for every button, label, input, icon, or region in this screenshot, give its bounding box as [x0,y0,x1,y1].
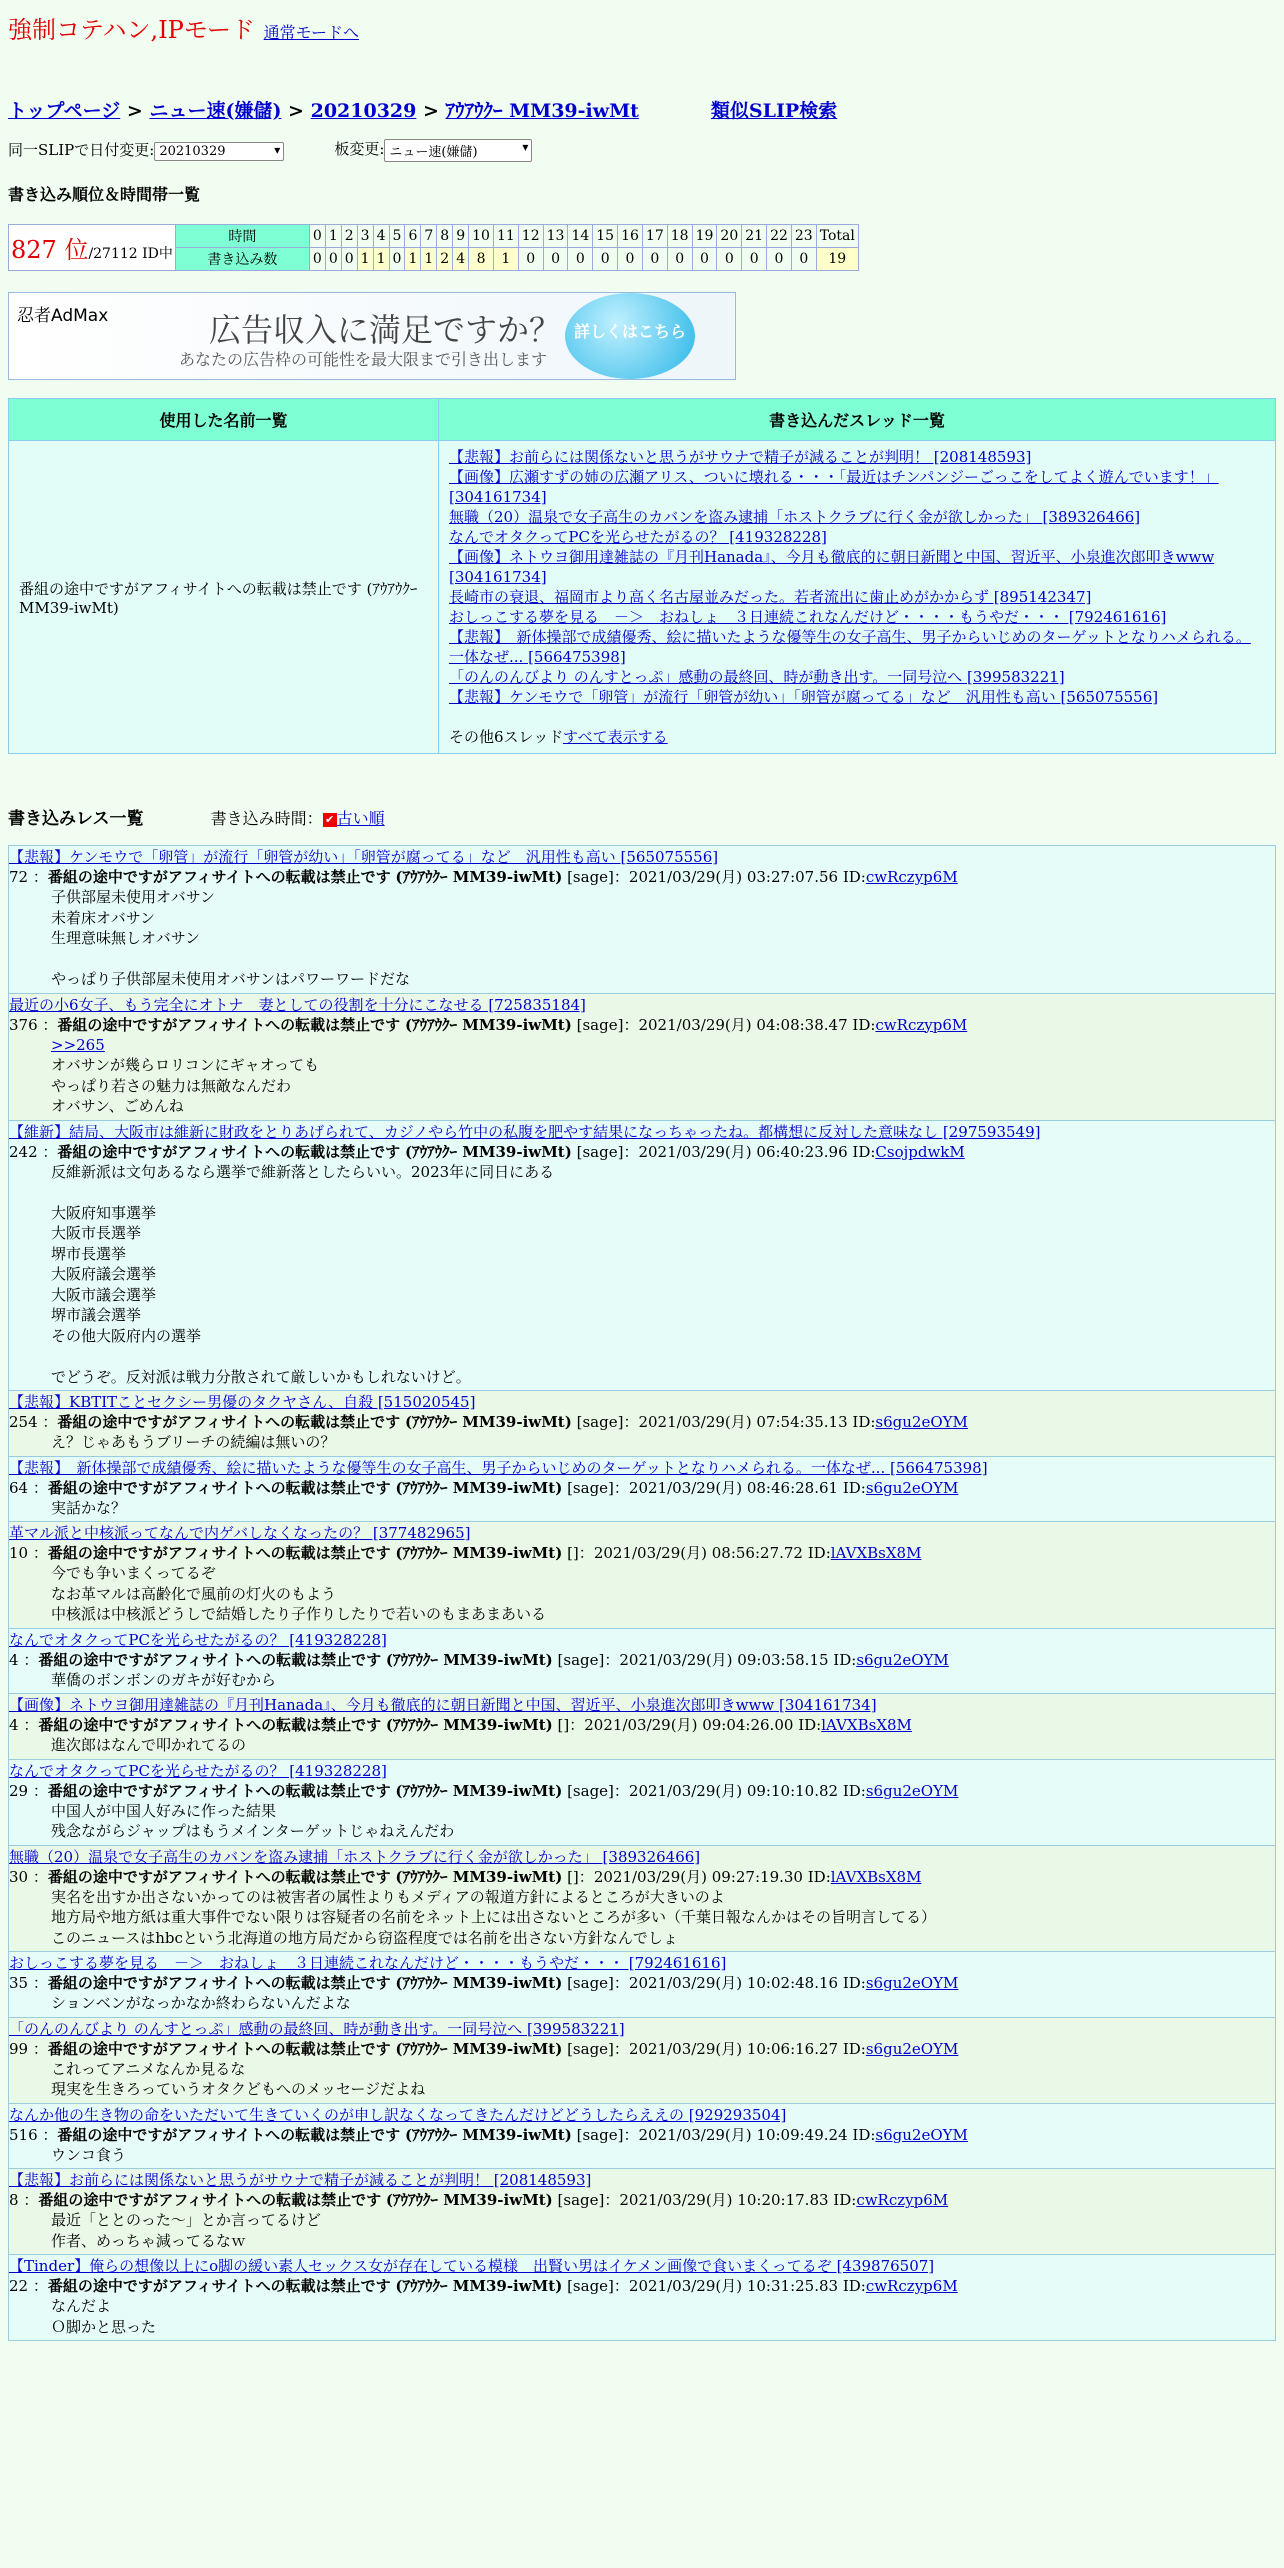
breadcrumb-sep: > [120,100,150,122]
post-number: 516 [9,2125,38,2144]
post-mail: [sage] [576,1015,624,1034]
date-select[interactable]: 20210329 ▾ [154,142,284,161]
hour-cell: 0 [309,225,325,248]
hour-cell: 23 [791,225,816,248]
post-id-link[interactable]: s6gu2eOYM [856,1650,949,1669]
post-number: 22 [9,2277,29,2295]
poster-slip: (ｱｳｱｳｸｰ MM39-iwMt) [404,1015,572,1034]
poster-name: 番組の途中ですがアフィサイトへの転載は禁止です [57,2125,401,2144]
post [8,2254,1276,2341]
post-id-link[interactable]: s6gu2eOYM [875,1413,968,1431]
counts-row-label: 書き込み数 [175,248,309,271]
thread-link[interactable]: 【画像】広瀬すずの姉の広瀬アリス、ついに壊れる・・・「最近はチンパンジーごっこをしてよく遊んでいます！」 [304161734] [449,468,1219,506]
post-mail: [sage] [567,2039,614,2058]
rank-section-title: 書き込み順位＆時間帯一覧 [8,185,201,204]
post-date: 2021/03/29(月) 10:31:25.83 [628,2277,839,2295]
count-cell: 8 [469,248,494,271]
post-number: 376 [9,1015,38,1034]
threads-column-header: 書き込んだスレッド一覧 [439,399,1276,441]
post-number: 4 [9,1716,19,1734]
post-header: 30 ：番組の途中ですがアフィサイトへの転載は禁止です (ｱｳｱｳｸｰ MM39-iwMt) []：2021/03/29(月) 09:27:19.30 ID:lAVXBsX8M [9,1867,922,1886]
count-cell: 0 [341,248,357,271]
post-number: 254 [9,1413,38,1431]
post [8,1759,1276,1846]
hour-cell: 13 [543,225,568,248]
post [8,1951,1276,2018]
post-body: ウンコ食う [51,2145,127,2164]
poster-name: 番組の途中ですがアフィサイトへの転載は禁止です [38,1716,382,1734]
post [8,1845,1276,1953]
post [8,1120,1276,1392]
hours-row-label: 時間 [175,225,309,248]
post-mail: [] [557,1716,570,1734]
post [8,2168,1276,2255]
post-date: 2021/03/29(月) 09:04:26.00 [584,1716,794,1734]
post-header: 254 ：番組の途中ですがアフィサイトへの転載は禁止です (ｱｳｱｳｸｰ MM39-iwMt) [sage]：2021/03/29(月) 07:54:35.13 ID:s6gu2eOYM [9,1413,968,1431]
hourly-rank-table [8,224,859,271]
hour-cell: 3 [357,225,373,248]
count-cell: 1 [493,248,518,271]
mode-title: 強制コテハン,IPモード [8,16,255,44]
board-change-label: 板変更: [334,140,385,158]
ad-subtext: あなたの広告枠の可能性を最大限まで引き出します [179,350,548,369]
post-date: 2021/03/29(月) 07:54:35.13 [638,1413,848,1431]
post-header: 10 ：番組の途中ですがアフィサイトへの転載は禁止です (ｱｳｱｳｸｰ MM39-iwMt) []：2021/03/29(月) 08:56:27.72 ID:lAVXBsX8M [9,1544,922,1562]
thread-link[interactable]: なんでオタクってPCを光らせたがるの？ [419328228] [449,528,827,546]
thread-link[interactable]: おしっこする夢を見る －＞ おねしょ ３日連続これなんだけど・・・・もうやだ・・・ [792461616] [449,608,1167,626]
post-list-title: 書き込みレス一覧 [8,809,144,829]
thread-link[interactable]: 長崎市の衰退、福岡市より高く名古屋並みだった。若者流出に歯止めがかからず [895142347] [449,588,1092,606]
post-mail: [] [567,1544,579,1562]
post-list [8,846,1276,2341]
post-thread-link[interactable]: 【画像】ネトウヨ御用達雑誌の『月刊Hanada』、今月も徹底的に朝日新聞と中国、習近平、小泉進次郎叩きwww [304161734] [9,1696,877,1714]
names-threads-table [8,398,1276,754]
poster-name: 番組の途中ですがアフィサイトへの転載は禁止です [57,1015,401,1034]
post [8,2103,1276,2170]
post-body: 最近「ととのった～」とか言ってるけど 作者、めっちゃ減ってるなｗ [51,2211,321,2250]
post-date: 2021/03/29(月) 10:02:48.16 [628,1974,839,1992]
post [8,993,1276,1121]
breadcrumb-date[interactable]: 20210329 [310,100,417,122]
poster-name: 番組の途中ですがアフィサイトへの転載は禁止です [47,1974,391,1992]
post-body: え？じゃあもうブリーチの続編は無いの？ [51,1433,336,1451]
post-mail: [sage] [576,1413,624,1431]
ad-details-button[interactable]: 詳しくはこちら [565,293,695,379]
poster-slip: (ｱｳｱｳｸｰ MM39-iwMt) [385,1716,553,1734]
post-body: ションベンがなっかなか終わらないんだよな [51,1994,351,2012]
rank-total: /27112 ID中 [88,246,173,262]
breadcrumb [8,96,837,123]
post [8,1521,1276,1629]
post-id-link[interactable]: s6gu2eOYM [865,2039,959,2058]
post-thread-link[interactable]: なんでオタクってPCを光らせたがるの？ [419328228] [9,1630,387,1649]
post-id-link[interactable]: s6gu2eOYM [865,1974,959,1992]
hour-cell: 4 [373,225,389,248]
count-cell: 0 [518,248,543,271]
post-thread-link[interactable]: 【悲報】KBTITことセクシー男優のタクヤさん、自殺 [515020545] [9,1393,476,1411]
post-date: 2021/03/29(月) 10:06:16.27 [628,2039,839,2058]
post-body: 実名を出すか出さないかってのは被害者の属性よりもメディアの報道方針によるところが大きいのよ 地方局や地方紙は重大事件でない限りは容疑者の名前をネット上には出さないところが多い（千葉日報なんかはその旨明言してる） このニュースはhbcという北海道の地方局だから窃盗程度では名前を出さない方針なんでしょ [51,1887,937,1947]
more-threads-text: その他6スレッド [449,728,563,746]
post-list-header [8,804,385,829]
poster-slip: (ｱｳｱｳｸｰ MM39-iwMt) [385,1650,553,1669]
count-cell: 0 [767,248,792,271]
hour-cell: 9 [453,225,469,248]
hour-cell: 10 [469,225,494,248]
post-date: 2021/03/29(月) 09:10:10.82 [628,1781,839,1800]
count-cell: 0 [717,248,742,271]
post-body: 反維新派は文句あるなら選挙で維新落としたらいい。2023年に同日にある 大阪府知事選挙 大阪市長選挙 堺市長選挙 大阪府議会選挙 大阪市議会選挙 堺市議会選挙 その他大阪府内の選挙 でどうぞ。反対派は戦力分散されて厳しいかもしれないけど。 [51,1162,555,1386]
post-header: 72 ：番組の途中ですがアフィサイトへの転載は禁止です (ｱｳｱｳｸｰ MM39-iwMt) [sage]：2021/03/29(月) 03:27:07.56 ID:cwRczyp6M [9,868,958,886]
post-thread-link[interactable]: 【悲報】お前らには関係ないと思うがサウナで精子が減ることが判明！ [208148593] [9,2171,592,2189]
post-body: オバサンが幾らロリコンにギャオっても やっぱり若さの魅力は無敵なんだわ オバサン、ごめんね [51,1056,320,1115]
post-header: 4 ：番組の途中ですがアフィサイトへの転載は禁止です (ｱｳｱｳｸｰ MM39-iwMt) []：2021/03/29(月) 09:04:26.00 ID:lAVXBsX8M [9,1716,912,1734]
date-selector-group [8,139,284,161]
post-id-link[interactable]: lAVXBsX8M [830,1544,922,1562]
post-body: 進次郎はなんで叩かれてるの [51,1736,247,1754]
thread-link[interactable]: 【悲報】ケンモウで「卵管」が流行「卵管が幼い」「卵管が腐ってる」など 汎用性も高い [565075556] [449,688,1159,706]
hour-cell: 6 [405,225,421,248]
hour-cell: 8 [437,225,453,248]
similar-slip-search-link[interactable]: 類似SLIP検索 [710,100,838,122]
post [8,1628,1276,1695]
thread-link[interactable]: 【画像】ネトウヨ御用達雑誌の『月刊Hanada』、今月も徹底的に朝日新聞と中国、習近平、小泉進次郎叩きwww [304161734] [449,548,1215,586]
post-mail: [sage] [567,1781,614,1800]
post-mail: [sage] [567,868,614,886]
breadcrumb-slip[interactable]: ｱｳｱｳｸｰ MM39-iwMt [445,100,639,122]
hour-cell: 11 [493,225,518,248]
rank-value: 827 位 [11,236,89,264]
used-name: 番組の途中ですがアフィサイトへの転載は禁止です (ｱｳｱｳｸｰ MM39-iwMt) [9,441,439,754]
post-header: 35 ：番組の途中ですがアフィサイトへの転載は禁止です (ｱｳｱｳｸｰ MM39-iwMt) [sage]：2021/03/29(月) 10:02:48.16 ID:s6gu2eOYM [9,1974,959,1992]
post-id-link[interactable]: lAVXBsX8M [821,1716,912,1734]
count-cell: 0 [309,248,325,271]
post-header: 29 ：番組の途中ですがアフィサイトへの転載は禁止です (ｱｳｱｳｸｰ MM39-iwMt) [sage]：2021/03/29(月) 09:10:10.82 ID:s6gu2eOYM [9,1781,959,1800]
poster-name: 番組の途中ですがアフィサイトへの転載は禁止です [47,2039,391,2058]
post-number: 4 [9,1650,19,1669]
post [8,845,1276,994]
count-cell: 1 [405,248,421,271]
rank-cell [9,225,176,271]
normal-mode-link[interactable]: 通常モードへ [263,23,360,42]
hour-cell: 21 [742,225,767,248]
breadcrumb-sep: > [281,100,311,122]
hour-cell: 7 [421,225,437,248]
count-cell: 1 [373,248,389,271]
poster-slip: (ｱｳｱｳｸｰ MM39-iwMt) [395,1544,563,1562]
poster-slip: (ｱｳｱｳｸｰ MM39-iwMt) [395,1974,563,1992]
post-id-link[interactable]: CsojpdwkM [875,1142,965,1161]
board-select[interactable]: ニュー速(嫌儲) ▾ [384,139,532,162]
hour-cell-total: Total [816,225,858,248]
poster-slip: (ｱｳｱｳｸｰ MM39-iwMt) [395,1781,563,1800]
post-header: 376 ：番組の途中ですがアフィサイトへの転載は禁止です (ｱｳｱｳｸｰ MM39-iwMt) [sage]：2021/03/29(月) 04:08:38.47 ID:cwRczyp6M [9,1015,968,1034]
post-number: 30 [9,1867,29,1886]
post-date: 2021/03/29(月) 09:03:58.15 [619,1650,829,1669]
count-cell: 2 [437,248,453,271]
board-selector-group [334,138,532,162]
post-date: 2021/03/29(月) 10:09:49.24 [638,2125,848,2144]
post-id-link[interactable]: lAVXBsX8M [830,1867,922,1886]
post-id-link[interactable]: s6gu2eOYM [875,2125,968,2144]
post-mail: [] [567,1867,579,1886]
ad-headline: 広告収入に満足ですか？ [209,311,562,349]
count-cell: 0 [543,248,568,271]
count-cell: 1 [421,248,437,271]
hour-cell: 17 [642,225,667,248]
post-header: 64 ：番組の途中ですがアフィサイトへの転載は禁止です (ｱｳｱｳｸｰ MM39-iwMt) [sage]：2021/03/29(月) 08:46:28.61 ID:s6gu2eOYM [9,1478,959,1497]
post-header: 516 ：番組の途中ですがアフィサイトへの転載は禁止です (ｱｳｱｳｸｰ MM39-iwMt) [sage]：2021/03/29(月) 10:09:49.24 ID:s6gu2eOYM [9,2125,968,2144]
poster-name: 番組の途中ですがアフィサイトへの転載は禁止です [57,1142,401,1161]
poster-slip: (ｱｳｱｳｸｰ MM39-iwMt) [395,2039,563,2058]
post-id-link[interactable]: cwRczyp6M [865,868,958,886]
count-cell: 1 [357,248,373,271]
post-number: 72 [9,868,29,886]
post [8,1693,1276,1760]
thread-list [439,441,1276,754]
hour-cell: 15 [593,225,618,248]
post-header: 99 ：番組の途中ですがアフィサイトへの転載は禁止です (ｱｳｱｳｸｰ MM39-iwMt) [sage]：2021/03/29(月) 10:06:16.27 ID:s6gu2eOYM [9,2039,959,2058]
post-mail: [sage] [557,1650,605,1669]
post-mail: [sage] [567,1974,614,1992]
post-thread-link[interactable]: 無職（20）温泉で女子高生のカバンを盗み逮捕「ホストクラブに行く金が欲しかった」 [389326466] [9,1847,701,1866]
post-body: 中国人が中国人好みに作った結果 残念ながらジャップはもうメインターゲットじゃねえんだわ [51,1801,455,1840]
post-date: 2021/03/29(月) 06:40:23.96 [638,1142,848,1161]
poster-slip: (ｱｳｱｳｸｰ MM39-iwMt) [395,868,563,886]
count-cell: 0 [692,248,717,271]
post-number: 10 [9,1544,29,1562]
poster-name: 番組の途中ですがアフィサイトへの転載は禁止です [57,1413,401,1431]
ad-banner[interactable] [8,292,736,380]
breadcrumb-board[interactable]: ニュー速(嫌儲) [149,100,282,122]
post-body: 実話かな？ [51,1498,127,1517]
post-id-link[interactable]: cwRczyp6M [856,2191,949,2209]
hour-cell: 22 [767,225,792,248]
post-thread-link[interactable]: 【Tinder】俺らの想像以上にo脚の緩い素人セックス女が存在している模様 出賢い男はイケメン画像で食いまくってるぞ [439876507] [9,2257,935,2275]
post-body: なんだよ Ｏ脚かと思った [51,2297,157,2336]
poster-slip: (ｱｳｱｳｸｰ MM39-iwMt) [395,1867,563,1886]
poster-name: 番組の途中ですがアフィサイトへの転載は禁止です [38,2191,382,2209]
hour-cell: 5 [389,225,405,248]
breadcrumb-top[interactable]: トップページ [8,100,121,122]
poster-slip: (ｱｳｱｳｸｰ MM39-iwMt) [404,1413,572,1431]
post-thread-link[interactable]: なんか他の生き物の命をいただいて生きていくのが申し訳なくなってきたんだけどどうしたらええの [929293504] [9,2105,787,2124]
post-number: 35 [9,1974,29,1992]
post-thread-link[interactable]: 【悲報】ケンモウで「卵管」が流行「卵管が幼い」「卵管が腐ってる」など 汎用性も高い [565075556] [9,848,719,866]
thread-link[interactable]: 無職（20）温泉で女子高生のカバンを盗み逮捕「ホストクラブに行く金が欲しかった」 [389326466] [449,508,1141,526]
count-cell: 0 [742,248,767,271]
show-all-threads-link[interactable]: すべて表示する [562,728,668,746]
poster-slip: (ｱｳｱｳｸｰ MM39-iwMt) [404,2125,572,2144]
post [8,1456,1276,1523]
poster-name: 番組の途中ですがアフィサイトへの転載は禁止です [47,1478,391,1497]
post-date: 2021/03/29(月) 03:27:07.56 [628,868,839,886]
poster-name: 番組の途中ですがアフィサイトへの転載は禁止です [47,2277,391,2295]
poster-name: 番組の途中ですがアフィサイトへの転載は禁止です [47,1544,391,1562]
post-body: 今でも争いまくってるぞ なお革マルは高齢化で風前の灯火のもよう 中核派は中核派どうしで結婚したり子作りしたりで若いのもまあまあいる [51,1564,547,1623]
hour-cell: 20 [717,225,742,248]
post-thread-link[interactable]: 【悲報】 新体操部で成績優秀、絵に描いたような優等生の女子高生、男子からいじめのターゲットとなりハメられる。一体なぜ... [566475398] [9,1458,988,1477]
post-date: 2021/03/29(月) 08:56:27.72 [593,1544,803,1562]
post-thread-link[interactable]: おしっこする夢を見る －＞ おねしょ ３日連続これなんだけど・・・・もうやだ・・・ [792461616] [9,1954,727,1972]
poster-name: 番組の途中ですがアフィサイトへの転載は禁止です [38,1650,382,1669]
post-mail: [sage] [557,2191,605,2209]
post-header: 22 ：番組の途中ですがアフィサイトへの転載は禁止です (ｱｳｱｳｸｰ MM39-iwMt) [sage]：2021/03/29(月) 10:31:25.83 ID:cwRczyp6M [9,2277,958,2295]
post-number: 242 [9,1142,38,1161]
post-id-link[interactable]: s6gu2eOYM [865,1781,959,1800]
post-body: 子供部屋未使用オバサン 未着床オバサン 生理意味無しオバサン やっぱり子供部屋未使用オバサンはパワーワードだな [51,888,410,988]
count-cell: 0 [667,248,692,271]
post-id-link[interactable]: cwRczyp6M [865,2277,958,2295]
ad-logo: 忍者AdMax [17,306,109,326]
poster-name: 番組の途中ですがアフィサイトへの転載は禁止です [47,868,391,886]
post-thread-link[interactable]: なんでオタクってPCを光らせたがるの？ [419328228] [9,1761,387,1780]
post-date: 2021/03/29(月) 04:08:38.47 [638,1015,848,1034]
hour-cell: 18 [667,225,692,248]
count-cell: 0 [791,248,816,271]
names-column-header: 使用した名前一覧 [9,399,439,441]
count-cell: 0 [568,248,593,271]
time-order-label: 書き込み時間： [210,809,323,828]
post-mail: [sage] [576,2125,624,2144]
post-body: 華僑のボンボンのガキが好むから [51,1670,277,1689]
reply-anchor-link[interactable]: >>265 [51,1035,105,1054]
count-cell-total: 19 [816,248,858,271]
count-cell: 4 [453,248,469,271]
thread-link[interactable]: 【悲報】お前らには関係ないと思うがサウナで精子が減ることが判明！ [208148593] [449,448,1032,466]
post-body: これってアニメなんか見るな 現実を生きろっていうオタクどもへのメッセージだよね [51,2059,426,2098]
post-thread-link[interactable]: 「のんのんびより のんすとっぷ」感動の最終回、時が動き出す。一同号泣へ [399583221] [9,2019,625,2038]
page-header [8,10,359,45]
post-mail: [sage] [576,1142,624,1161]
post-thread-link[interactable]: 最近の小6女子、もう完全にオトナ 妻としての役割を十分にこなせる [725835184] [9,995,586,1014]
sort-check-icon[interactable]: ✔ [323,813,337,827]
poster-slip: (ｱｳｱｳｸｰ MM39-iwMt) [395,2277,563,2295]
post-date: 2021/03/29(月) 09:27:19.30 [593,1867,803,1886]
post [8,1390,1276,1457]
post-mail: [sage] [567,1478,614,1497]
selector-row [8,138,532,162]
date-change-label: 同一SLIPで日付変更: [8,141,155,159]
post-date: 2021/03/29(月) 08:46:28.61 [628,1478,839,1497]
thread-link[interactable]: 「のんのんびより のんすとっぷ」感動の最終回、時が動き出す。一同号泣へ [399583221] [449,668,1065,686]
post [8,2017,1276,2104]
hour-cell: 2 [341,225,357,248]
poster-slip: (ｱｳｱｳｸｰ MM39-iwMt) [395,1478,563,1497]
post-thread-link[interactable]: 【維新】結局、大阪市は維新に財政をとりあげられて、カジノやら竹中の私腹を肥やす結果になっちゃったね。都構想に反対した意味なし [297593549] [9,1122,1041,1141]
hour-cell: 16 [618,225,643,248]
thread-link[interactable]: 【悲報】 新体操部で成績優秀、絵に描いたような優等生の女子高生、男子からいじめのターゲットとなりハメられる。一体なぜ... [566475398] [449,628,1251,666]
post-header: 4 ：番組の途中ですがアフィサイトへの転載は禁止です (ｱｳｱｳｸｰ MM39-iwMt) [sage]：2021/03/29(月) 09:03:58.15 ID:s6gu2eOYM [9,1650,949,1669]
post-date: 2021/03/29(月) 10:20:17.83 [619,2191,829,2209]
poster-slip: (ｱｳｱｳｸｰ MM39-iwMt) [385,2191,553,2209]
post-number: 29 [9,1781,29,1800]
poster-slip: (ｱｳｱｳｸｰ MM39-iwMt) [404,1142,572,1161]
count-cell: 0 [642,248,667,271]
post-number: 8 [9,2191,19,2209]
post-mail: [sage] [567,2277,614,2295]
post-header: 8 ：番組の途中ですがアフィサイトへの転載は禁止です (ｱｳｱｳｸｰ MM39-iwMt) [sage]：2021/03/29(月) 10:20:17.83 ID:cwRczyp6M [9,2191,949,2209]
poster-name: 番組の途中ですがアフィサイトへの転載は禁止です [47,1781,391,1800]
poster-name: 番組の途中ですがアフィサイトへの転載は禁止です [47,1867,391,1886]
hour-cell: 12 [518,225,543,248]
post-number: 99 [9,2039,29,2058]
count-cell: 0 [593,248,618,271]
post-id-link[interactable]: cwRczyp6M [875,1015,968,1034]
count-cell: 0 [618,248,643,271]
hour-cell: 14 [568,225,593,248]
hour-cell: 1 [325,225,341,248]
post-thread-link[interactable]: 革マル派と中核派ってなんで内ゲバしなくなったの？ [377482965] [9,1524,471,1542]
post-number: 64 [9,1478,29,1497]
oldest-first-link[interactable]: 古い順 [336,809,385,828]
post-id-link[interactable]: s6gu2eOYM [865,1478,959,1497]
count-cell: 0 [389,248,405,271]
count-cell: 0 [325,248,341,271]
post-header: 242 ：番組の途中ですがアフィサイトへの転載は禁止です (ｱｳｱｳｸｰ MM39-iwMt) [sage]：2021/03/29(月) 06:40:23.96 ID:CsojpdwkM [9,1142,965,1161]
breadcrumb-sep: > [416,100,446,122]
hour-cell: 19 [692,225,717,248]
